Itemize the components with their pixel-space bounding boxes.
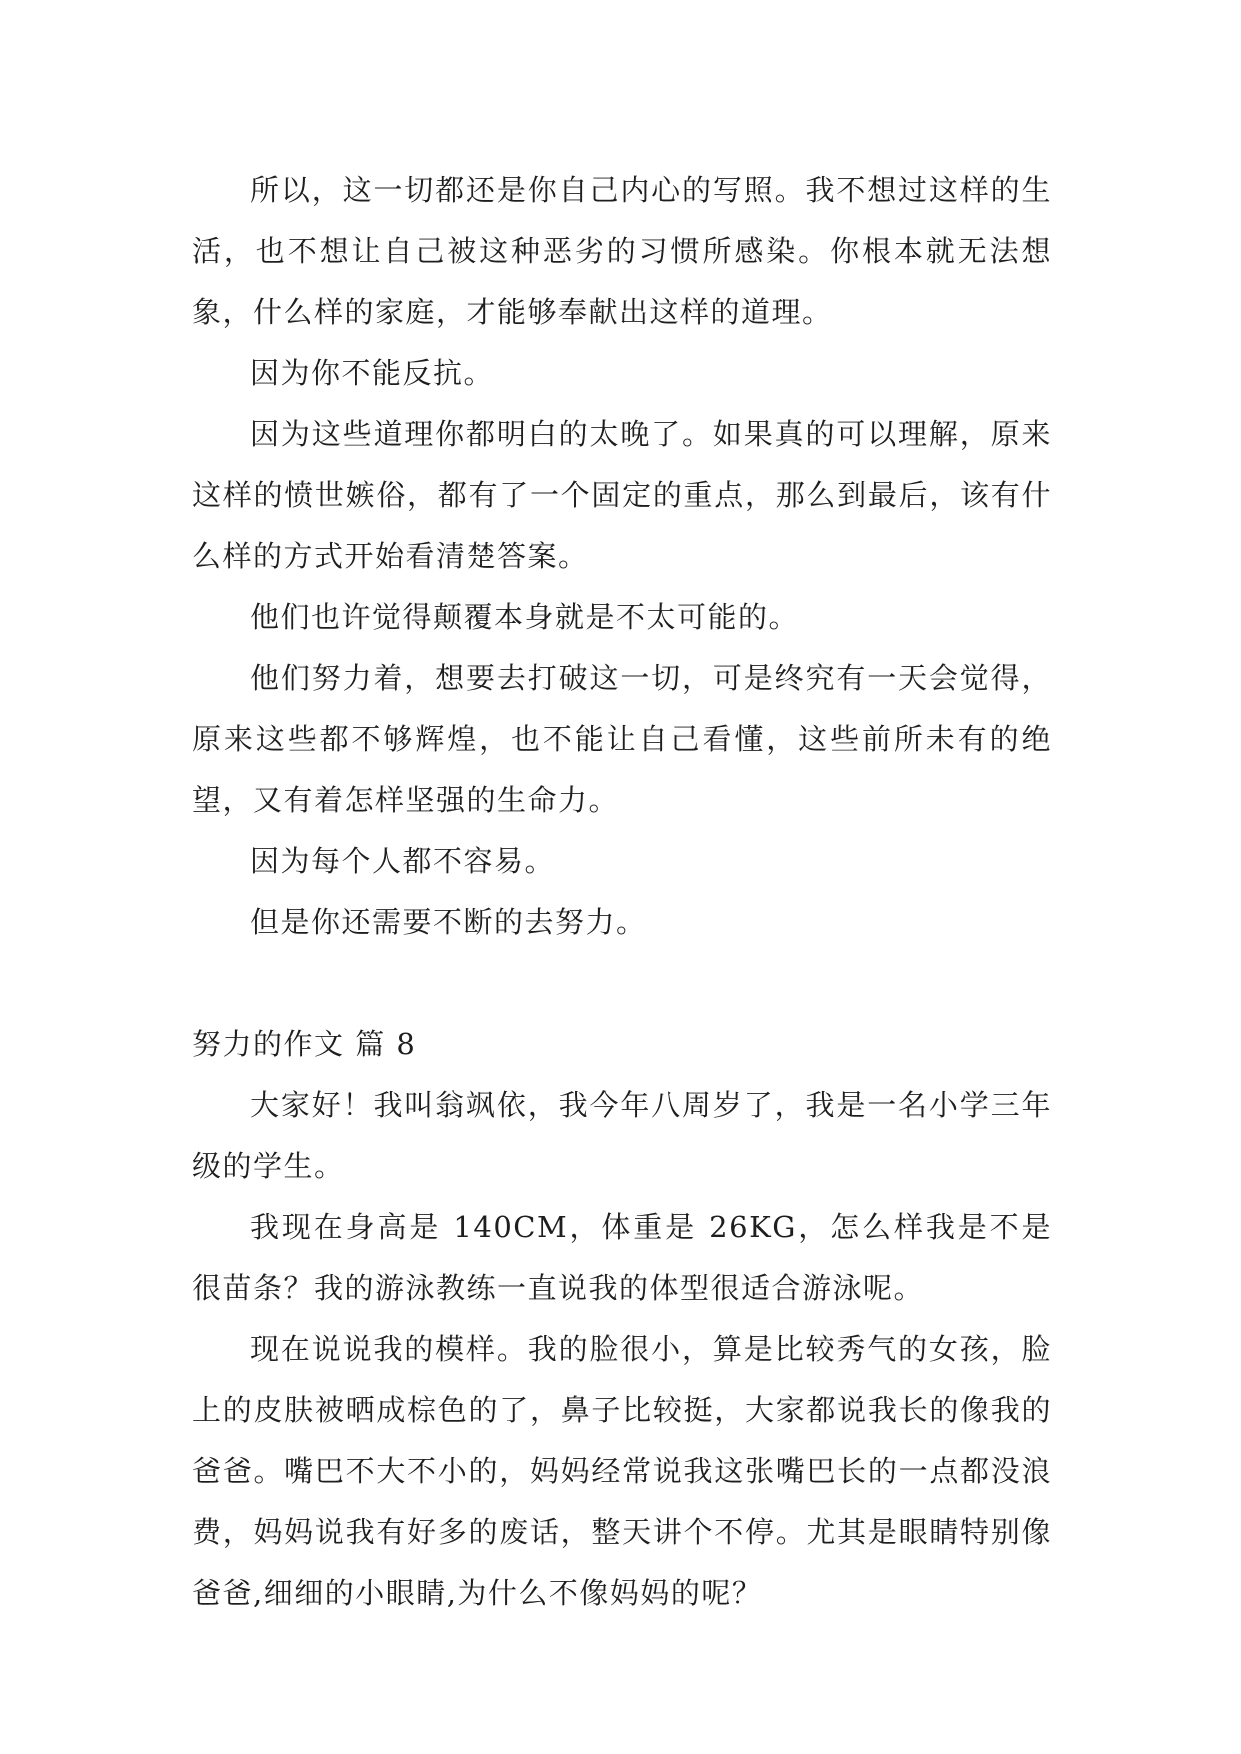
paragraph: 现在说说我的模样。我的脸很小，算是比较秀气的女孩，脸上的皮肤被晒成棕色的了，鼻子比较挺，大家都说我长的像我的爸爸。嘴巴不大不小的，妈妈经常说我这张嘴巴长的一点都没浪费，妈妈说我有好多的废话，整天讲个不停。尤其是眼睛特别像爸爸,细细的小眼睛,为什么不像妈妈的呢？: [192, 1332, 1052, 1610]
paragraph: 他们努力着，想要去打破这一切，可是终究有一天会觉得，原来这些都不够辉煌，也不能让自己看懂，这些前所未有的绝望，又有着怎样坚强的生命力。: [192, 661, 1052, 817]
paragraph: 因为你不能反抗。: [250, 356, 495, 390]
paragraph: 他们也许觉得颠覆本身就是不太可能的。: [250, 600, 800, 634]
paragraph: 因为每个人都不容易。: [250, 844, 556, 878]
paragraph: 因为这些道理你都明白的太晚了。如果真的可以理解，原来这样的愤世嫉俗，都有了一个固定的重点，那么到最后，该有什么样的方式开始看清楚答案。: [192, 417, 1052, 573]
document-page: [192, 160, 1052, 1624]
paragraph: 但是你还需要不断的去努力。: [250, 905, 647, 939]
paragraph: 大家好！我叫翁飒依，我今年八周岁了，我是一名小学三年级的学生。: [192, 1088, 1052, 1183]
paragraph: 所以，这一切都还是你自己内心的写照。我不想过这样的生活，也不想让自己被这种恶劣的习惯所感染。你根本就无法想象，什么样的家庭，才能够奉献出这样的道理。: [192, 173, 1052, 329]
section-heading: 努力的作文 篇 8: [192, 1027, 417, 1061]
paragraph: 我现在身高是 140CM，体重是 26KG，怎么样我是不是很苗条？我的游泳教练一直说我的体型很适合游泳呢。: [192, 1210, 1052, 1305]
